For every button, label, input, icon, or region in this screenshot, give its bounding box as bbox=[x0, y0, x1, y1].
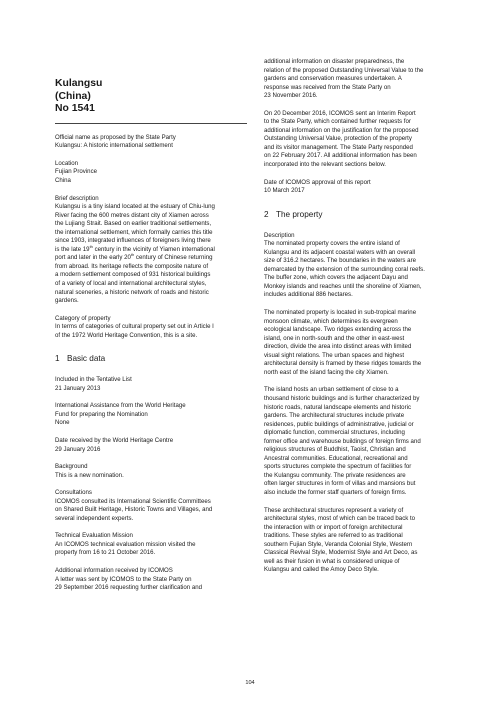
text-line: 23 November 2016. bbox=[264, 92, 318, 100]
description-block bbox=[264, 232, 456, 300]
assistance-block bbox=[55, 402, 247, 428]
section-title: Basic data bbox=[67, 354, 106, 364]
text-line: diplomatic function, commercial structures, including bbox=[264, 429, 405, 437]
text-line: often larger structures in form of villas and mansions but bbox=[264, 480, 416, 488]
background-value: This is a new nomination. bbox=[55, 471, 124, 479]
text-line: port and later in the early 20th century of Chinese returning bbox=[55, 252, 213, 262]
text-line: the interaction with or import of foreign architectural bbox=[264, 523, 403, 531]
consultations-text bbox=[55, 498, 247, 524]
text-line: and its visitor management. The State Party responded bbox=[264, 143, 413, 151]
text-line: A letter was sent by ICOMOS to the State Party on bbox=[55, 575, 192, 583]
text-line: traditions. These styles are referred to as traditional bbox=[264, 532, 403, 540]
text-line: An ICOMOS technical evaluation mission visited the bbox=[55, 540, 196, 548]
text-line: ecological landscape. Two ridges extending across the bbox=[264, 326, 412, 334]
text-line: since 1903, integrated influences of foreigners living there bbox=[55, 237, 211, 245]
location-country: China bbox=[55, 176, 71, 184]
text-line: gardens and conservation measures undertaken. A bbox=[264, 75, 402, 83]
text-line: to the State Party, which contained further requests for bbox=[264, 118, 411, 126]
site-title bbox=[55, 78, 247, 116]
brief-description-text bbox=[55, 203, 247, 306]
text-line: several independent experts. bbox=[55, 514, 134, 522]
official-name-value: Kulangsu: A historic international settlement bbox=[55, 142, 173, 150]
text-line: relation of the proposed Outstanding Universal Value to the bbox=[264, 66, 424, 74]
tentative-list-block bbox=[55, 376, 247, 393]
mission-block bbox=[55, 532, 247, 558]
text-line: the Lujiang Strait. Based on earlier traditional settlements, bbox=[55, 220, 212, 228]
text-line: architectural styles, most of which can be traced back to bbox=[264, 515, 416, 523]
text-line: Ancestral communities. Educational, recreational and bbox=[264, 454, 408, 462]
title-line: No 1541 bbox=[55, 103, 95, 115]
text-line: island, one in north-south and the other in east-west bbox=[264, 334, 405, 342]
additional-info-text bbox=[55, 576, 247, 593]
description-paragraph bbox=[264, 309, 456, 377]
official-name-block bbox=[55, 134, 247, 151]
description-heading: Description bbox=[264, 231, 295, 239]
right-column bbox=[264, 58, 456, 584]
category-text bbox=[55, 323, 247, 340]
assistance-heading: International Assistance from the World Heritage bbox=[55, 402, 186, 410]
text-line: In terms of categories of cultural property set out in Article I bbox=[55, 323, 214, 331]
text-line: residences, public buildings of administrative, judicial or bbox=[264, 420, 414, 428]
title-divider bbox=[55, 123, 247, 124]
approval-value: 10 March 2017 bbox=[264, 187, 305, 195]
text-line: gardens. The architectural structures include private bbox=[264, 412, 405, 420]
text-line: 29 September 2016 requesting further clarification and bbox=[55, 584, 203, 592]
text-line: also include the former staff quarters of foreign firms. bbox=[264, 488, 407, 496]
category-heading: Category of property bbox=[55, 314, 111, 322]
text-line: southern Fujian Style, Veranda Colonial Style, Western bbox=[264, 540, 413, 548]
additional-info-heading: Additional information received by ICOMOS bbox=[55, 567, 173, 575]
text-line: on 22 February 2017. All additional information has been bbox=[264, 152, 417, 160]
text-line: on Shared Built Heritage, Historic Towns and Villages, and bbox=[55, 506, 213, 514]
text-line: visual sight relations. The urban spaces and highest bbox=[264, 351, 405, 359]
text-line: additional information on the justification for the proposed bbox=[264, 126, 419, 134]
section-title: The property bbox=[276, 209, 323, 219]
additional-info-continued bbox=[264, 58, 456, 101]
consultations-heading: Consultations bbox=[55, 489, 92, 497]
approval-block bbox=[264, 179, 456, 196]
additional-info-block bbox=[55, 567, 247, 593]
section-number: 2 bbox=[264, 209, 269, 219]
brief-description-heading: Brief description bbox=[55, 194, 99, 202]
text-line: gardens. bbox=[55, 297, 79, 305]
text-line: former office and warehouse buildings of foreign firms and bbox=[264, 437, 421, 445]
section-heading-basic-data bbox=[55, 354, 247, 364]
received-block bbox=[55, 437, 247, 454]
description-paragraph bbox=[264, 240, 456, 300]
assistance-value: None bbox=[55, 419, 70, 427]
text-line: direction, divide the area into distinct areas with limited bbox=[264, 343, 412, 351]
text-line: well as their fusion in what is considered unique of bbox=[264, 557, 400, 565]
text-line: The nominated property is located in sub-tropical marine bbox=[264, 309, 417, 317]
description-paragraph bbox=[264, 386, 456, 497]
category-block bbox=[55, 315, 247, 341]
consultations-block bbox=[55, 489, 247, 523]
text-line: The nominated property covers the entire island of bbox=[264, 240, 400, 248]
text-line: architectural density is framed by these ridges towards the bbox=[264, 360, 422, 368]
text-line: The island hosts an urban settlement of close to a bbox=[264, 386, 399, 394]
tentative-value: 21 January 2013 bbox=[55, 384, 101, 392]
location-block bbox=[55, 160, 247, 186]
text-line: incorporated into the relevant sections below. bbox=[264, 161, 386, 169]
title-line: Kulangsu bbox=[55, 78, 103, 89]
text-line: Outstanding Universal Value, protection of the property bbox=[264, 135, 412, 143]
text-line: Kulangsu is a tiny island located at the estuary of Chiu-lung bbox=[55, 203, 215, 211]
text-line: is the late 19th century in the vicinity of Yiamen international bbox=[55, 243, 215, 253]
text-line: On 20 December 2016, ICOMOS sent an Interim Report bbox=[264, 109, 416, 117]
text-line: the Kulangsu community. The private residences are bbox=[264, 471, 406, 479]
text-line: Monkey islands and reaches until the shoreline of Xiamen, bbox=[264, 282, 422, 290]
brief-description-block bbox=[55, 195, 247, 306]
text-line: the international settlement, which formally carries this title bbox=[55, 228, 213, 236]
approval-heading: Date of ICOMOS approval of this report bbox=[264, 178, 371, 186]
assistance-heading: Fund for preparing the Nomination bbox=[55, 410, 148, 418]
text-line: thousand historic buildings and is further characterized by bbox=[264, 394, 420, 402]
received-value: 29 January 2016 bbox=[55, 445, 101, 453]
title-line: (China) bbox=[55, 90, 91, 102]
background-heading: Background bbox=[55, 463, 88, 471]
background-block bbox=[55, 463, 247, 480]
text-line: demarcated by the extension of the surrounding coral reefs. bbox=[264, 265, 425, 273]
text-line: Classical Revival Style, Modernist Style and Art Deco, as bbox=[264, 549, 418, 557]
text-line: includes additional 886 hectares. bbox=[264, 291, 353, 299]
section-heading-property bbox=[264, 210, 456, 220]
text-line: religious structures of Buddhist, Taoist, Christian and bbox=[264, 446, 406, 454]
text-line: response was received from the State Party on bbox=[264, 83, 391, 91]
text-line: Kulangsu and its adjacent coastal waters with an overall bbox=[264, 248, 416, 256]
text-line: River facing the 600 metres distant city of Xiamen across bbox=[55, 211, 209, 219]
text-line: historic roads, natural landscape elements and historic bbox=[264, 403, 412, 411]
text-line: Kulangsu and called the Amoy Deco Style. bbox=[264, 566, 379, 574]
text-line: a modern settlement composed of 931 historical buildings bbox=[55, 271, 211, 279]
tentative-heading: Included in the Tentative List bbox=[55, 376, 132, 384]
section-number: 1 bbox=[55, 354, 60, 364]
text-line: sports structures complete the spectrum of facilities for bbox=[264, 463, 412, 471]
text-line: of a variety of local and international architectural styles, bbox=[55, 279, 207, 287]
text-line: ICOMOS consulted its International Scientific Committees bbox=[55, 497, 211, 505]
mission-heading: Technical Evaluation Mission bbox=[55, 532, 133, 540]
text-line: These architectural structures represent a variety of bbox=[264, 506, 404, 514]
location-province: Fujian Province bbox=[55, 168, 97, 176]
text-line: property from 16 to 21 October 2016. bbox=[55, 549, 156, 557]
official-name-heading: Official name as proposed by the State Party bbox=[55, 133, 176, 141]
text-line: from abroad. Its heritage reflects the composite nature of bbox=[55, 262, 209, 270]
text-line: of the 1972 World Heritage Convention, this is a site. bbox=[55, 331, 198, 339]
text-line: size of 316.2 hectares. The boundaries in the waters are bbox=[264, 257, 416, 265]
received-heading: Date received by the World Heritage Centre bbox=[55, 437, 174, 444]
left-column bbox=[55, 58, 247, 602]
interim-report-paragraph bbox=[264, 110, 456, 170]
text-line: monsoon climate, which determines its evergreen bbox=[264, 317, 398, 325]
location-heading: Location bbox=[55, 159, 79, 167]
text-line: natural sceneries, a historic network of roads and historic bbox=[55, 288, 209, 296]
description-paragraph bbox=[264, 507, 456, 575]
page-number: 104 bbox=[245, 680, 255, 686]
text-line: north east of the island facing the city Xiamen. bbox=[264, 368, 389, 376]
text-line: The buffer zone, which covers the adjacent Dayu and bbox=[264, 274, 408, 282]
mission-text bbox=[55, 541, 247, 558]
text-line: additional information on disaster preparedness, the bbox=[264, 58, 405, 65]
